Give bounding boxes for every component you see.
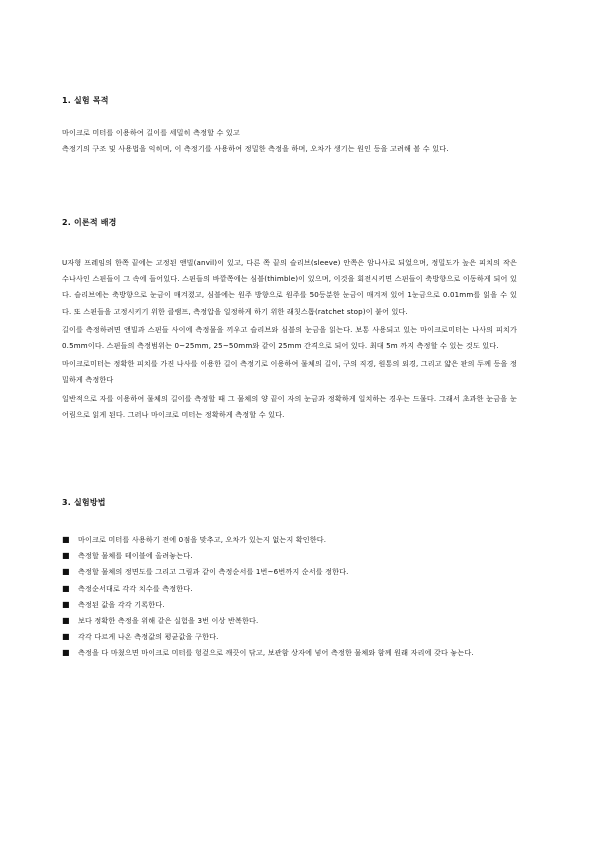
section2-paragraph: 일반적으로 자를 이용하여 물체의 길이를 측정할 때 그 물체의 양 끝이 자의 눈금과 정확하게 일치하는 경우는 드물다. 그래서 초과한 눈금을 눈어림으로 읽게 된다. 그러나 마이크로 미터는 정확하게 측정할 수 있다. <box>62 393 517 419</box>
section1-line: 측정기의 구조 및 사용법을 익히며, 이 측정기를 사용하여 정밀한 측정을 하며, 오차가 생기는 원인 등을 고려해 볼 수 있다. <box>62 144 449 154</box>
list-item: ■ 측정순서대로 각각 치수를 측정한다. <box>62 581 517 597</box>
section1-line: 마이크로 미터를 이용하여 길이를 세밀히 측정할 수 있고 <box>62 128 240 137</box>
bullet-square-icon: ■ <box>62 567 70 577</box>
section2-body <box>62 255 517 423</box>
bullet-square-icon: ■ <box>62 599 70 609</box>
section1-heading: 1. 실험 목적 <box>62 96 109 105</box>
bullet-square-icon: ■ <box>62 583 70 593</box>
method-list <box>62 532 517 662</box>
list-item: ■ 마이크로 미터를 사용하기 전에 0점을 맞추고, 오차가 있는지 없는지 확인한다. <box>62 532 517 548</box>
bullet-square-icon: ■ <box>62 551 70 561</box>
section2-paragraph: 마이크로미터는 정확한 피치를 가진 나사를 이용한 길이 측정기로 이용하여 물체의 길이, 구의 직경, 원통의 외경, 그리고 얇은 판의 두께 등을 정밀하게 측정한다 <box>62 359 517 385</box>
section2-paragraph: 길이를 측정하려면 앤빌과 스핀들 사이에 측정물을 끼우고 슬리브와 심블의 눈금을 읽는다. 보통 사용되고 있는 마이크로미터는 나사의 피치가 0.5mm이다. 스핀들의 측정범위는 0~25mm, 25~50mm와 같이 25mm 간격으로 되어 있다. 최대 5m 까지 측정할 수 있는 것도 있다. <box>62 324 517 351</box>
bullet-square-icon: ■ <box>62 616 70 626</box>
list-item: ■ 측정할 물체의 정면도를 그리고 그림과 같이 측정순서를 1번~6번까지 순서를 정한다. <box>62 564 517 580</box>
section1-body <box>62 125 517 157</box>
section3-heading: 3. 실험방법 <box>62 498 106 507</box>
list-item: ■ 각각 다르게 나온 측정값의 평균값을 구한다. <box>62 629 517 645</box>
bullet-square-icon: ■ <box>62 632 70 642</box>
list-item: ■ 측정할 물체를 테이블에 올려놓는다. <box>62 548 517 564</box>
list-item: ■ 보다 정확한 측정을 위해 같은 실험을 3번 이상 반복한다. <box>62 613 517 629</box>
list-item: ■ 측정된 값을 각각 기록한다. <box>62 597 517 613</box>
bullet-square-icon: ■ <box>62 535 70 544</box>
section2-paragraph: U자형 프레임의 한쪽 끝에는 고정된 앤빌(anvil)이 있고, 다른 쪽 끝의 슬리브(sleeve) 안쪽은 암나사로 되었으며, 정밀도가 높은 피치의 작은 수나사인 스핀들이 그 속에 들어있다. 스핀들의 바깥쪽에는 심블(thimble)이 있으며, 이것을 회전시키면 스핀들이 축방향으로 이동하게 되어 있다. 슬리브에는 축방향으로 눈금이 매겨졌고, 심블에는 원주 방향으로 원주를 50등분한 눈금이 매겨져 있어 1눈금으로 0.01mm를 읽을 수 있다. 또 스핀들을 고정시키기 위한 클램프, 측정압을 일정하게 하기 위한 래칫스톱(ratchet stop)이 붙어 있다. <box>62 258 517 316</box>
section2-heading: 2. 이론적 배경 <box>62 218 117 227</box>
list-item: ■ 측정을 다 마쳤으면 마이크로 미터를 헝겊으로 깨끗이 닦고, 보관함 상자에 넣어 측정한 물체와 함께 원래 자리에 갖다 놓는다. <box>62 645 517 661</box>
bullet-square-icon: ■ <box>62 648 70 658</box>
